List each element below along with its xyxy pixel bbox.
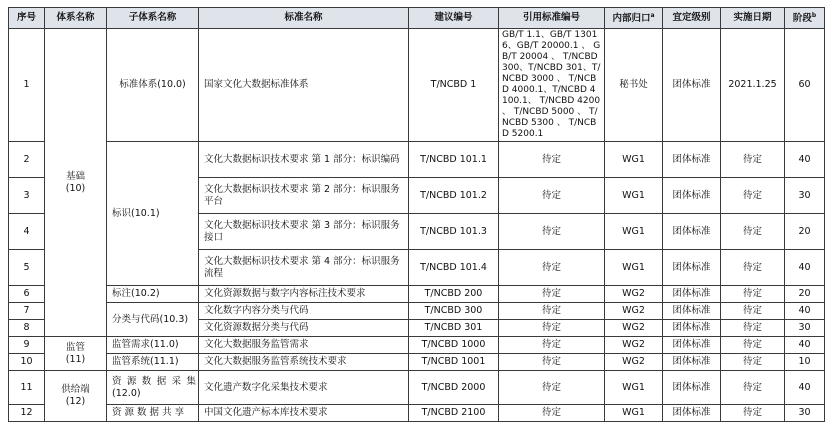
- owner: WG1: [605, 214, 663, 250]
- owner: WG2: [605, 354, 663, 371]
- stage: 40: [785, 371, 825, 405]
- standard-name: 中国文化遗产标本库技术要求: [199, 405, 409, 422]
- row-number: 8: [9, 320, 45, 337]
- subsystem-collect: 资 源 数 据 采 集 (12.0): [107, 371, 199, 405]
- row-number: 7: [9, 303, 45, 320]
- standard-code: T/NCBD 1: [409, 29, 499, 142]
- subsystem-share: 资 源 数 据 共 享: [107, 405, 199, 422]
- owner: WG2: [605, 320, 663, 337]
- owner: WG2: [605, 286, 663, 303]
- row-number: 3: [9, 178, 45, 214]
- stage: 40: [785, 250, 825, 286]
- table-row: [9, 286, 825, 303]
- standard-name: 文化大数据标识技术要求 第 3 部分：标识服务接口: [199, 214, 409, 250]
- date: 待定: [721, 337, 785, 354]
- standard-name: 文化大数据服务监管需求: [199, 337, 409, 354]
- row-number: 5: [9, 250, 45, 286]
- level: 团体标准: [663, 214, 721, 250]
- standard-name: 文化大数据服务监管系统技术要求: [199, 354, 409, 371]
- standard-name: 文化数字内容分类与代码: [199, 303, 409, 320]
- stage: 40: [785, 303, 825, 320]
- stage: 40: [785, 337, 825, 354]
- row-number: 12: [9, 405, 45, 422]
- owner: WG1: [605, 142, 663, 178]
- standard-code: T/NCBD 101.2: [409, 178, 499, 214]
- standard-code: T/NCBD 2100: [409, 405, 499, 422]
- reference-codes: 待定: [499, 214, 605, 250]
- level: 团体标准: [663, 303, 721, 320]
- standard-code: T/NCBD 101.4: [409, 250, 499, 286]
- subsystem-std-system: 标准体系(10.0): [107, 29, 199, 142]
- stage: 20: [785, 286, 825, 303]
- row-number: 6: [9, 286, 45, 303]
- stage: 20: [785, 214, 825, 250]
- standard-name: 文化资源数据分类与代码: [199, 320, 409, 337]
- stage: 30: [785, 178, 825, 214]
- header-level: 宜定级别: [663, 8, 721, 29]
- reference-codes: 待定: [499, 250, 605, 286]
- standard-code: T/NCBD 301: [409, 320, 499, 337]
- subsystem-sup-demand: 监管需求(11.0): [107, 337, 199, 354]
- table-row: [9, 371, 825, 405]
- stage: 60: [785, 29, 825, 142]
- date: 待定: [721, 250, 785, 286]
- stage: 10: [785, 354, 825, 371]
- reference-codes: 待定: [499, 354, 605, 371]
- reference-codes: 待定: [499, 337, 605, 354]
- standard-code: T/NCBD 1001: [409, 354, 499, 371]
- header-date: 实施日期: [721, 8, 785, 29]
- system-supervise: 监管 (11): [45, 337, 107, 371]
- date: 待定: [721, 320, 785, 337]
- header-stage-footnote: b: [811, 12, 817, 20]
- date: 待定: [721, 354, 785, 371]
- level: 团体标准: [663, 320, 721, 337]
- level: 团体标准: [663, 405, 721, 422]
- subsystem-classify: 分类与代码(10.3): [107, 303, 199, 337]
- subsystem-labeling: 标注(10.2): [107, 286, 199, 303]
- reference-codes: 待定: [499, 142, 605, 178]
- level: 团体标准: [663, 142, 721, 178]
- level: 团体标准: [663, 29, 721, 142]
- standard-name: 文化大数据标识技术要求 第 1 部分：标识编码: [199, 142, 409, 178]
- standard-name: 文化资源数据与数字内容标注技术要求: [199, 286, 409, 303]
- date: 待定: [721, 286, 785, 303]
- standard-code: T/NCBD 2000: [409, 371, 499, 405]
- standard-name: 文化遗产数字化采集技术要求: [199, 371, 409, 405]
- standard-code: T/NCBD 101.1: [409, 142, 499, 178]
- owner: WG1: [605, 250, 663, 286]
- table-row: [9, 405, 825, 422]
- owner: WG2: [605, 337, 663, 354]
- row-number: 4: [9, 214, 45, 250]
- standards-table: [8, 7, 825, 422]
- level: 团体标准: [663, 337, 721, 354]
- system-basic: 基础 (10): [45, 29, 107, 337]
- standard-code: T/NCBD 300: [409, 303, 499, 320]
- reference-codes: 待定: [499, 371, 605, 405]
- header-owner-footnote: a: [650, 12, 655, 20]
- standard-code: T/NCBD 1000: [409, 337, 499, 354]
- level: 团体标准: [663, 178, 721, 214]
- row-number: 11: [9, 371, 45, 405]
- level: 团体标准: [663, 371, 721, 405]
- header-standard-name: 标准名称: [199, 8, 409, 29]
- reference-codes: 待定: [499, 303, 605, 320]
- table-row: [9, 29, 825, 142]
- stage: 40: [785, 142, 825, 178]
- reference-codes: 待定: [499, 320, 605, 337]
- date: 待定: [721, 405, 785, 422]
- owner: WG1: [605, 405, 663, 422]
- row-number: 1: [9, 29, 45, 142]
- date: 2021.1.25: [721, 29, 785, 142]
- owner: WG1: [605, 371, 663, 405]
- header-stage: 阶段$^b$: [785, 8, 825, 29]
- standard-name: 国家文化大数据标准体系: [199, 29, 409, 142]
- stage: 30: [785, 320, 825, 337]
- standard-code: T/NCBD 200: [409, 286, 499, 303]
- owner: 秘书处: [605, 29, 663, 142]
- stage: 30: [785, 405, 825, 422]
- date: 待定: [721, 178, 785, 214]
- standard-name: 文化大数据标识技术要求 第 2 部分：标识服务平台: [199, 178, 409, 214]
- date: 待定: [721, 214, 785, 250]
- header-owner: 内部归口$^a$: [605, 8, 663, 29]
- owner: WG2: [605, 303, 663, 320]
- level: 团体标准: [663, 354, 721, 371]
- row-number: 2: [9, 142, 45, 178]
- subsystem-sup-system: 监管系统(11.1): [107, 354, 199, 371]
- date: 待定: [721, 371, 785, 405]
- subsystem-marking: 标识(10.1): [107, 142, 199, 286]
- header-no: 序号: [9, 8, 45, 29]
- date: 待定: [721, 142, 785, 178]
- standard-code: T/NCBD 101.3: [409, 214, 499, 250]
- reference-codes: 待定: [499, 405, 605, 422]
- reference-codes: 待定: [499, 286, 605, 303]
- table-row: [9, 142, 825, 178]
- owner: WG1: [605, 178, 663, 214]
- table-row: [9, 303, 825, 320]
- header-system: 体系名称: [45, 8, 107, 29]
- standard-name: 文化大数据标识技术要求 第 4 部分：标识服务流程: [199, 250, 409, 286]
- system-supply: 供给端 (12): [45, 371, 107, 422]
- row-number: 10: [9, 354, 45, 371]
- header-reference: 引用标准编号: [499, 8, 605, 29]
- header-row: [9, 8, 825, 29]
- level: 团体标准: [663, 250, 721, 286]
- table-row: [9, 354, 825, 371]
- table-row: [9, 337, 825, 354]
- date: 待定: [721, 303, 785, 320]
- reference-codes: 待定: [499, 178, 605, 214]
- header-code: 建议编号: [409, 8, 499, 29]
- row-number: 9: [9, 337, 45, 354]
- level: 团体标准: [663, 286, 721, 303]
- reference-codes: GB/T 1.1、GB/T 13016、GB/T 20000.1 、 GB/T 20004 、 T/NCBD 300、T/NCBD 301、T/NCBD 3000 、 T/NCBD 4000.1、T/NCBD 4100.1、 T/NCBD 4200 、 T/NCBD 5000 、 T/NCBD 5300 、 T/NCBD 5200.1: [499, 29, 605, 142]
- header-subsystem: 子体系名称: [107, 8, 199, 29]
